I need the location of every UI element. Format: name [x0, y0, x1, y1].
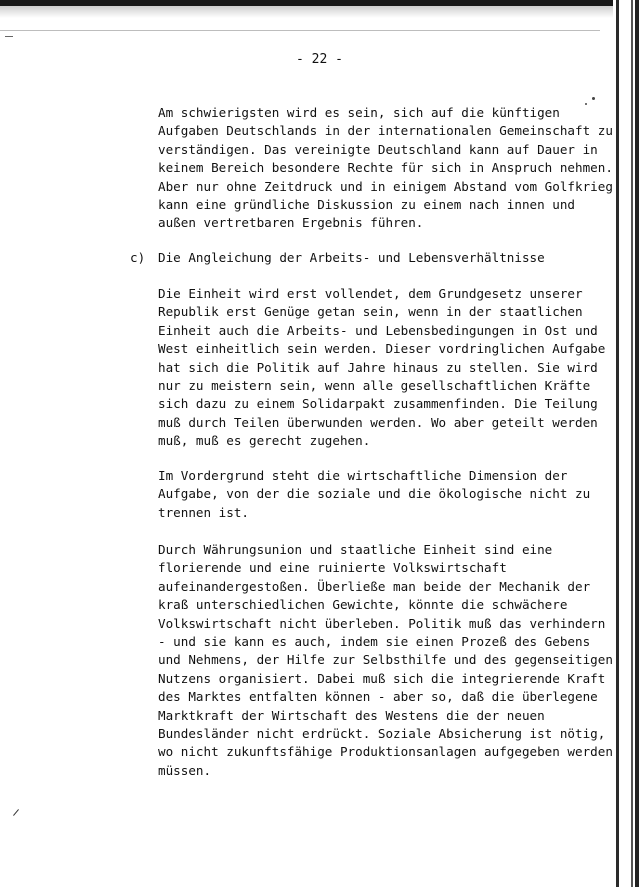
scan-rule	[0, 30, 600, 31]
page-number: - 22 -	[296, 52, 343, 67]
text-line: - und sie kann es auch, indem sie einen Prozeß des Gebens	[158, 634, 591, 650]
text-line: Durch Währungsunion und staatliche Einheit sind eine	[158, 542, 553, 557]
text-line: Bundesländer nicht erdrückt. Soziale Absicherung ist nötig,	[158, 726, 606, 742]
text-line: Aufgabe, von der die soziale und die ökologische nicht zu	[158, 486, 591, 502]
text-line: wo nicht zukunftsfähige Produktionsanlagen aufgegeben werden	[158, 744, 613, 760]
text-line: Einheit auch die Arbeits- und Lebensbedingungen in Ost und	[158, 322, 598, 338]
text-line: keinem Bereich besondere Rechte für sich in Anspruch nehmen.	[158, 160, 613, 176]
text-line: Aber nur ohne Zeitdruck und in einigem Abstand vom Golfkrieg	[158, 178, 613, 194]
text-line: trennen ist.	[158, 504, 249, 520]
text-line: West einheitlich sein werden. Dieser vordringlichen Aufgabe	[158, 341, 606, 357]
text-line: müssen.	[158, 762, 212, 778]
text-line: Nutzens organisiert. Dabei muß sich die integrierende Kraft	[158, 670, 606, 686]
text-line: florierende und eine ruinierte Volkswirtschaft	[158, 560, 507, 576]
text-line: sich dazu zu einem Solidarpakt zusammenfinden. Die Teilung	[158, 396, 598, 412]
scan-speck	[592, 97, 595, 100]
scan-top-shadow	[0, 6, 639, 18]
text-line: hat sich die Politik auf Jahre hinaus zu stellen. Sie wird	[158, 359, 598, 375]
text-line: aufeinandergestoßen. Überließe man beide der Mechanik der	[158, 578, 591, 594]
text-line: Republik erst Genüge getan sein, wenn in der staatlichen	[158, 304, 583, 320]
paragraph	[158, 104, 613, 233]
text-line: kraß unterschiedlichen Gewichte, könnte die schwächere	[158, 597, 568, 613]
paragraph	[158, 467, 608, 522]
paragraph	[158, 541, 613, 780]
paragraph	[158, 285, 608, 451]
section-label: c)	[130, 250, 146, 265]
text-line: außen vertretbaren Ergebnis führen.	[158, 215, 424, 231]
text-line: des Marktes entfalten können - aber so, daß die überlegene	[158, 689, 598, 705]
text-line: muß durch Teilen überwunden werden. Wo aber geteilt werden	[158, 414, 598, 430]
text-line: kann eine gründliche Diskussion zu einem nach innen und	[158, 197, 576, 213]
section-heading: Die Angleichung der Arbeits- und Lebensverhältnisse	[158, 250, 545, 265]
scan-right-edge	[613, 0, 639, 887]
text-line: Volkswirtschaft nicht überleben. Politik muß das verhindern	[158, 615, 606, 631]
scan-mark	[5, 36, 13, 37]
text-line: Aufgaben Deutschlands in der internationalen Gemeinschaft zu	[158, 123, 613, 139]
text-line: Im Vordergrund steht die wirtschaftliche Dimension der	[158, 468, 568, 483]
text-line: muß, muß es gerecht zugehen.	[158, 433, 371, 449]
text-line: Am schwierigsten wird es sein, sich auf die künftigen	[158, 105, 560, 120]
text-line: nur zu meistern sein, wenn alle gesellschaftlichen Kräfte	[158, 378, 591, 394]
text-line: Marktkraft der Wirtschaft des Westens die der neuen	[158, 707, 545, 723]
text-line: und Nehmens, der Hilfe zur Selbsthilfe und des gegenseitigen	[158, 652, 613, 668]
scan-mark	[13, 809, 19, 816]
text-line: Die Einheit wird erst vollendet, dem Grundgesetz unserer	[158, 286, 583, 301]
text-line: verständigen. Das vereinigte Deutschland kann auf Dauer in	[158, 141, 598, 157]
